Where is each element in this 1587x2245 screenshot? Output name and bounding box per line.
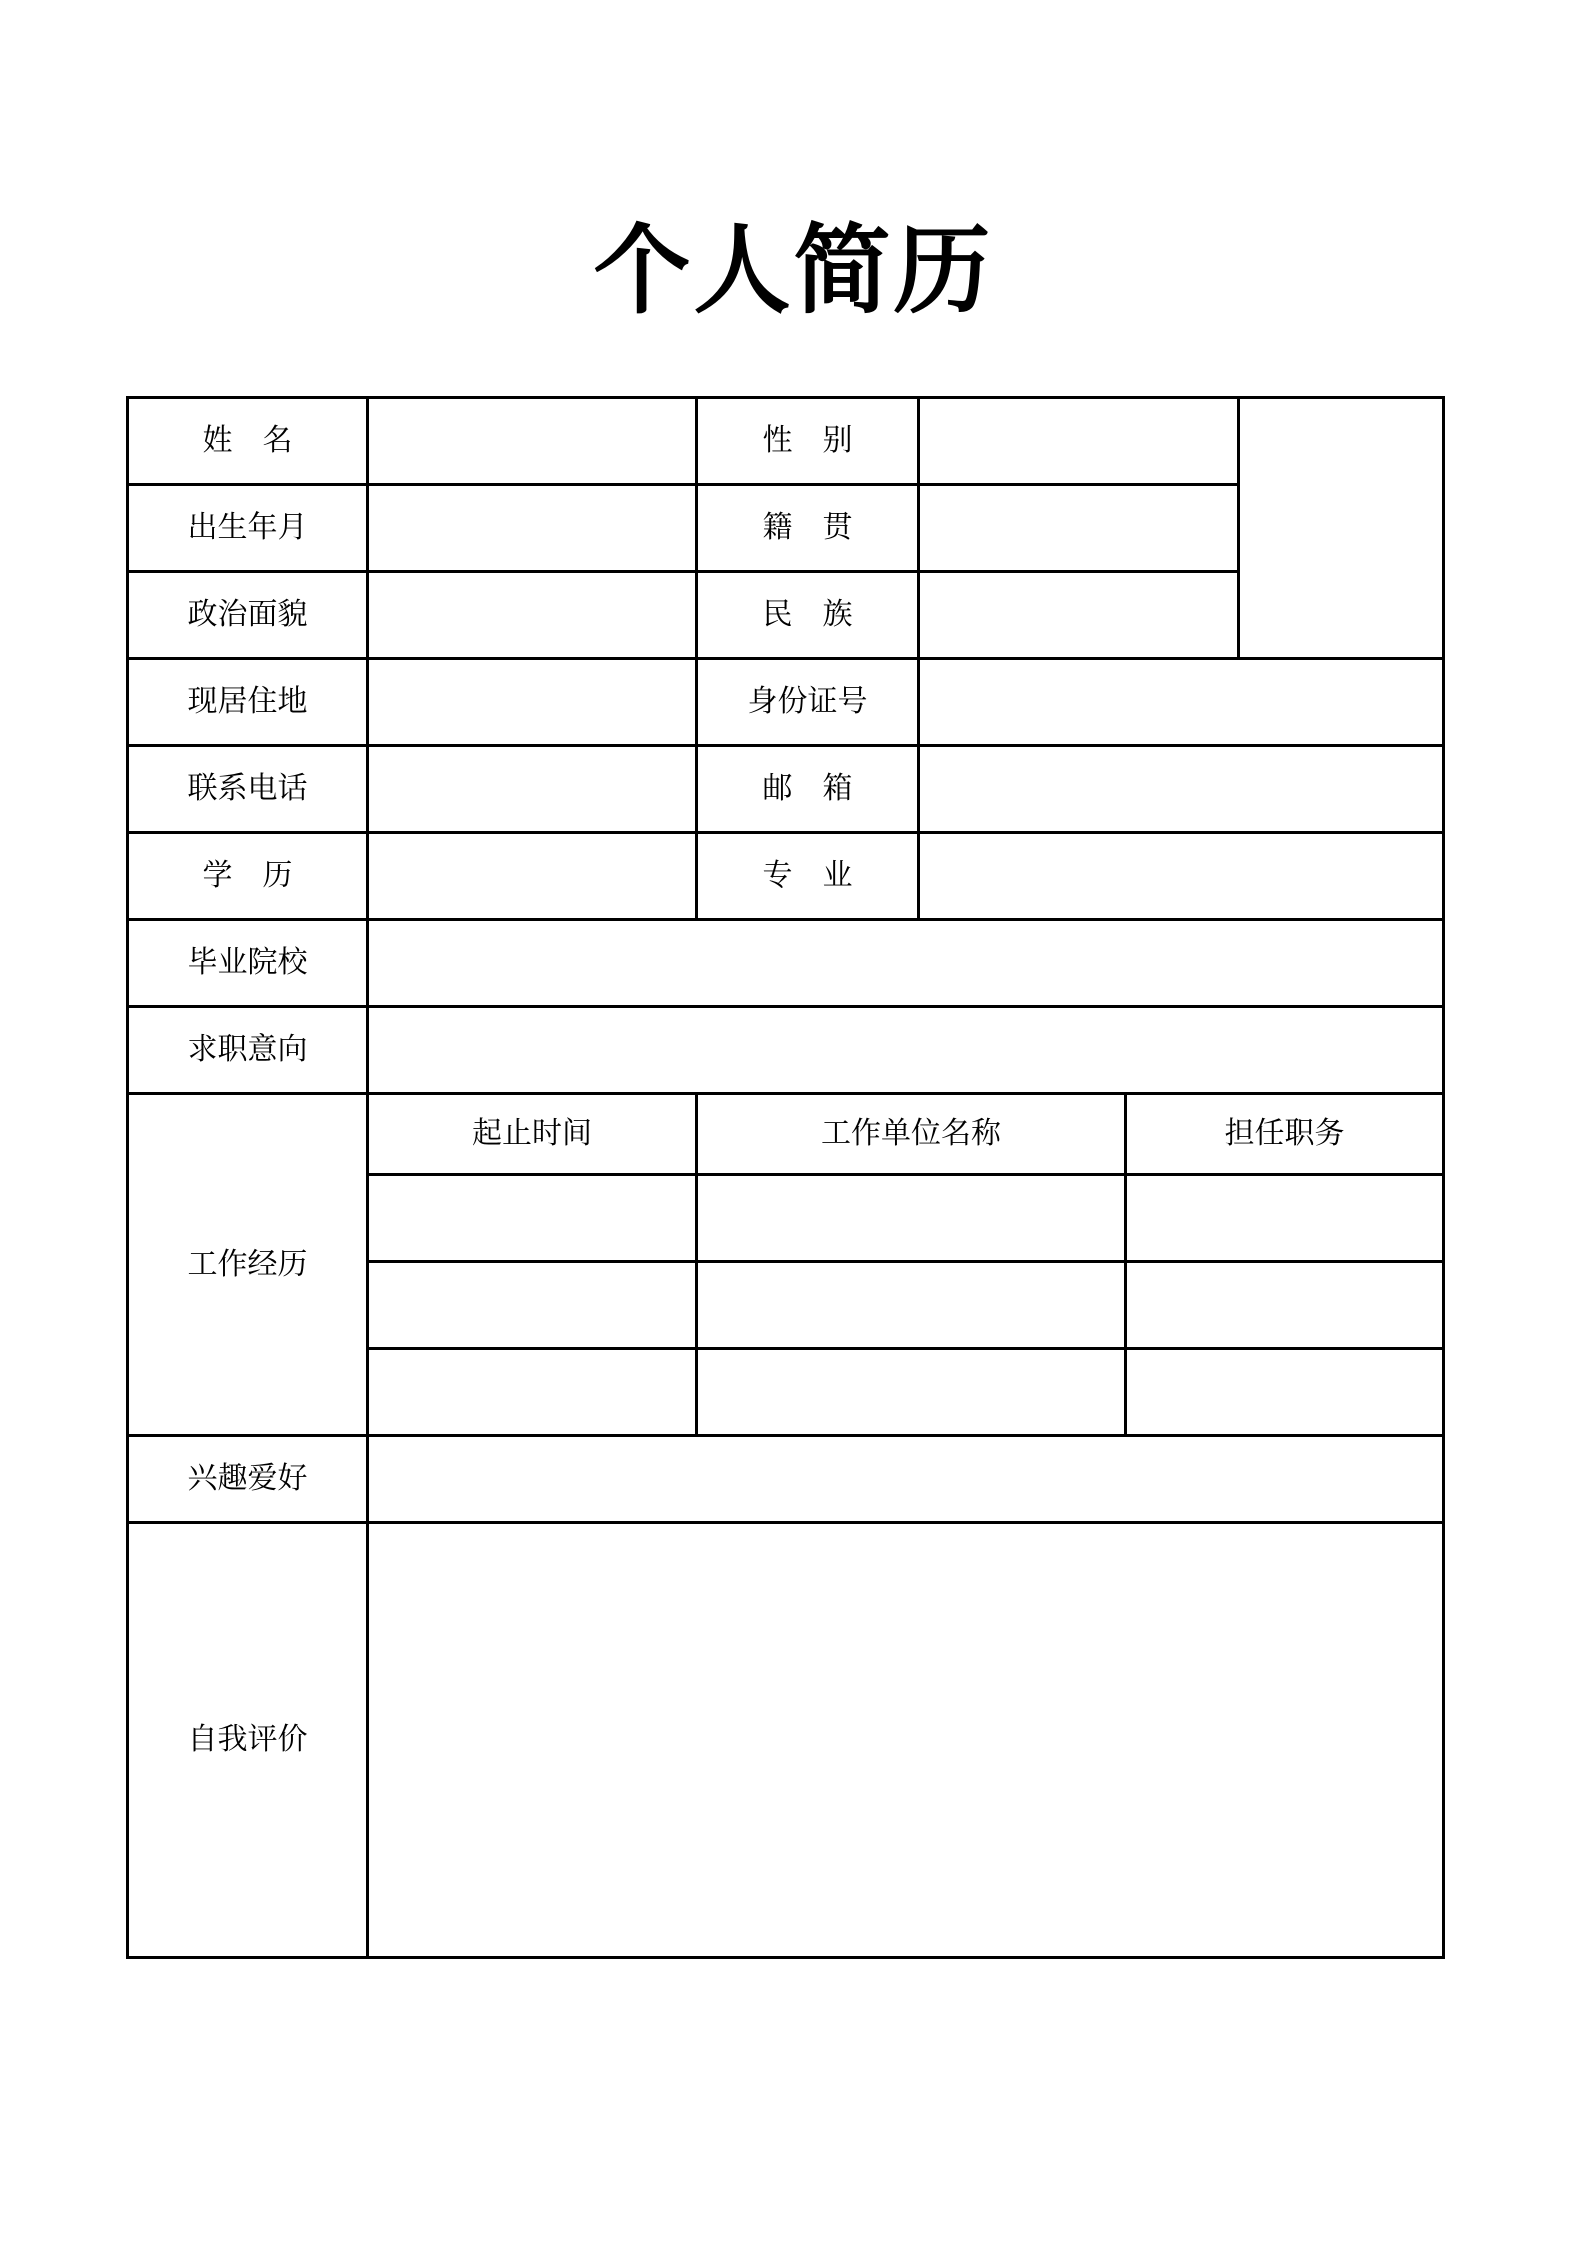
work-unit-cell[interactable]: [697, 1262, 1126, 1349]
work-time-cell[interactable]: [368, 1262, 697, 1349]
work-unit-cell[interactable]: [697, 1349, 1126, 1436]
id-number-label-cell: 身份证号: [697, 659, 919, 746]
self-evaluation-value-cell[interactable]: [368, 1523, 1444, 1958]
gender-label-cell: 性 别: [697, 398, 919, 485]
row-graduate-school: [128, 920, 1444, 1007]
work-unit-cell[interactable]: [697, 1175, 1126, 1262]
birth-date-value-cell[interactable]: [368, 485, 697, 572]
work-experience-header-row: [128, 1094, 1444, 1175]
political-status-value-cell[interactable]: [368, 572, 697, 659]
work-time-cell[interactable]: [368, 1349, 697, 1436]
education-value-cell[interactable]: [368, 833, 697, 920]
work-time-cell[interactable]: [368, 1175, 697, 1262]
work-position-cell[interactable]: [1126, 1175, 1444, 1262]
graduate-school-label-cell: 毕业院校: [128, 920, 368, 1007]
ethnicity-label-cell: 民 族: [697, 572, 919, 659]
work-experience-label-cell: 工作经历: [128, 1094, 368, 1436]
phone-value-cell[interactable]: [368, 746, 697, 833]
residence-label-cell: 现居住地: [128, 659, 368, 746]
row-job-intention: [128, 1007, 1444, 1094]
work-position-header-cell: 担任职务: [1126, 1094, 1444, 1175]
birth-date-label-cell: 出生年月: [128, 485, 368, 572]
row-hobbies: [128, 1436, 1444, 1523]
row-phone-email: [128, 746, 1444, 833]
job-intention-value-cell[interactable]: [368, 1007, 1444, 1094]
political-status-label-cell: 政治面貌: [128, 572, 368, 659]
id-number-value-cell[interactable]: [919, 659, 1444, 746]
hobbies-label-cell: 兴趣爱好: [128, 1436, 368, 1523]
hobbies-value-cell[interactable]: [368, 1436, 1444, 1523]
photo-cell[interactable]: [1239, 398, 1444, 659]
row-education-major: [128, 833, 1444, 920]
resume-table: [126, 396, 1445, 1959]
native-place-value-cell[interactable]: [919, 485, 1239, 572]
email-value-cell[interactable]: [919, 746, 1444, 833]
work-position-cell[interactable]: [1126, 1349, 1444, 1436]
self-evaluation-label-cell: 自我评价: [128, 1523, 368, 1958]
major-value-cell[interactable]: [919, 833, 1444, 920]
education-label-cell: 学 历: [128, 833, 368, 920]
row-name-gender: [128, 398, 1444, 485]
graduate-school-value-cell[interactable]: [368, 920, 1444, 1007]
work-position-cell[interactable]: [1126, 1262, 1444, 1349]
row-residence-id: [128, 659, 1444, 746]
name-label-cell: 姓 名: [128, 398, 368, 485]
job-intention-label-cell: 求职意向: [128, 1007, 368, 1094]
row-self-evaluation: [128, 1523, 1444, 1958]
work-time-header-cell: 起止时间: [368, 1094, 697, 1175]
page-title: 个人简历: [593, 216, 994, 325]
work-unit-header-cell: 工作单位名称: [697, 1094, 1126, 1175]
email-label-cell: 邮 箱: [697, 746, 919, 833]
residence-value-cell[interactable]: [368, 659, 697, 746]
gender-value-cell[interactable]: [919, 398, 1239, 485]
major-label-cell: 专 业: [697, 833, 919, 920]
phone-label-cell: 联系电话: [128, 746, 368, 833]
ethnicity-value-cell[interactable]: [919, 572, 1239, 659]
native-place-label-cell: 籍 贯: [697, 485, 919, 572]
name-value-cell[interactable]: [368, 398, 697, 485]
